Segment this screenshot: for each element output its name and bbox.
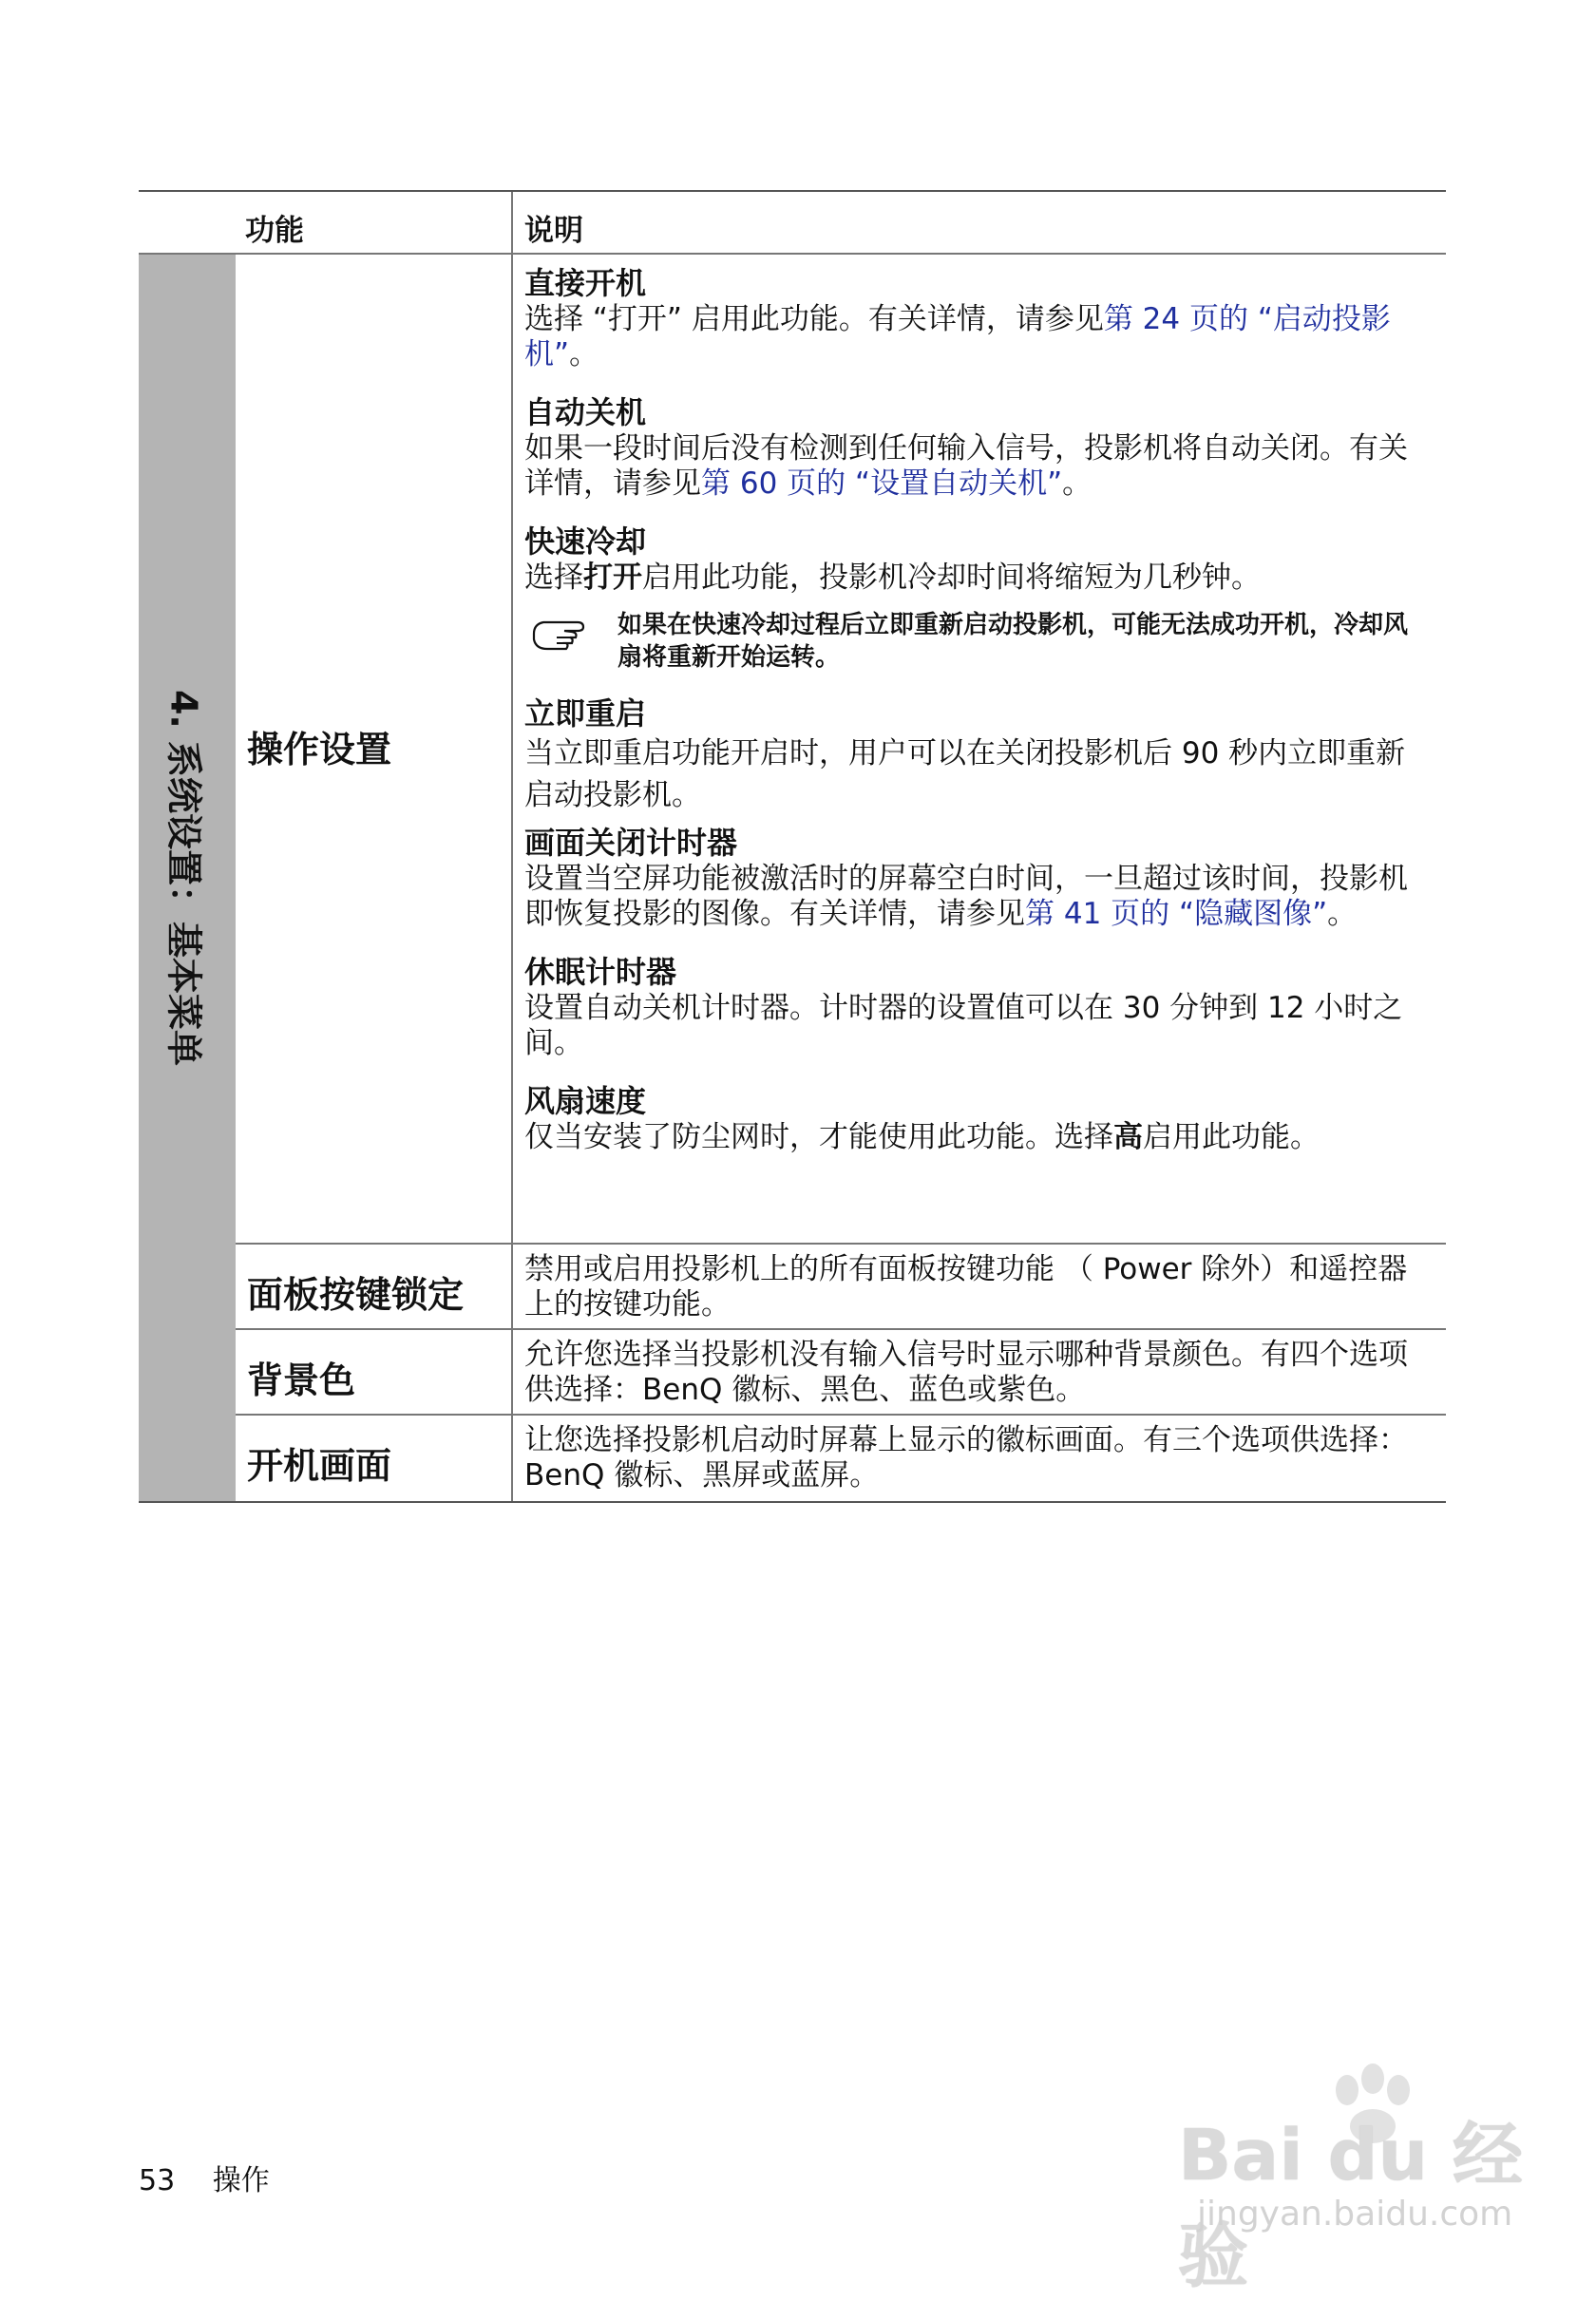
table-row-splash-screen [236, 1414, 1446, 1503]
bold-option: 高 [1113, 1120, 1143, 1154]
item-direct-power-on [524, 264, 1427, 372]
function-name: 操作设置 [247, 729, 392, 770]
watermark-brand: Bai du 经验 [1178, 2115, 1523, 2297]
pointing-hand-icon [528, 611, 600, 653]
text-part: 如果一段时间后没有检测到任何输入信号，投影机将自动关闭。有关详情，请参见 [524, 431, 1408, 501]
watermark-url: jingyan.baidu.com [1197, 2195, 1513, 2234]
item-title: 快速冷却 [524, 523, 647, 560]
text-part: 选择 [524, 561, 583, 595]
page-link[interactable]: 第 60 页的 “设置自动关机” [701, 466, 1063, 501]
description-cell [524, 1423, 1427, 1493]
text-part: 设置当空屏功能被激活时的屏幕空白时间，一旦超过该时间，投影机即恢复投影的图像。有关详情，请参见 [524, 862, 1408, 931]
page-number: 53 [139, 2164, 176, 2197]
item-auto-power-off [524, 393, 1427, 502]
chapter-band [139, 255, 236, 1501]
function-name: 开机画面 [247, 1445, 392, 1487]
bold-option: 打开 [583, 561, 642, 595]
item-text: 设置自动关机计时器。计时器的设置值可以在 30 分钟到 12 小时之间。 [524, 991, 1403, 1060]
header-divider [511, 192, 513, 253]
note-box [524, 609, 1427, 674]
item-blank-timer [524, 824, 1427, 932]
baidu-watermark [1178, 2062, 1558, 2297]
text-part: 启用此功能。 [1143, 1120, 1320, 1154]
item-text [524, 302, 1427, 372]
item-title: 直接开机 [524, 265, 647, 301]
item-sleep-timer [524, 953, 1427, 1061]
item-text: 当立即重启功能开启时，用户可以在关闭投影机后 90 秒内立即重新启动投影机。 [524, 736, 1406, 812]
item-text: 让您选择投影机启动时屏幕上显示的徽标画面。有三个选项供选择：BenQ 徽标、黑屏或蓝屏。 [524, 1423, 1408, 1493]
function-column-header: 功能 [245, 214, 304, 248]
item-text [524, 431, 1427, 502]
page-link[interactable]: 第 24 页的 “启动投影机” [524, 302, 1391, 371]
text-part: 选择 “打开” 启用此功能。有关详情，请参见 [524, 302, 1104, 336]
table-row-operation-settings [236, 255, 1446, 1243]
text-part: 。 [1327, 897, 1358, 931]
description-cell [524, 1338, 1427, 1408]
page-link[interactable]: 第 41 页的 “隐藏图像” [1025, 897, 1328, 931]
function-name: 背景色 [247, 1360, 356, 1401]
description-cell [524, 1252, 1427, 1322]
table-header [139, 192, 1446, 255]
text-part: 启用此功能，投影机冷却时间将缩短为几秒钟。 [642, 561, 1261, 595]
item-text [524, 561, 1427, 596]
item-text: 禁用或启用投影机上的所有面板按键功能 （ Power 除外）和遥控器上的按键功能。 [524, 1252, 1408, 1322]
description-column-header: 说明 [524, 214, 583, 248]
text-part: 。 [569, 337, 599, 371]
settings-table [139, 190, 1446, 1503]
item-text [524, 1120, 1427, 1155]
note-text: 如果在快速冷却过程后立即重新启动投影机，可能无法成功开机，冷却风扇将重新开始运转。 [618, 611, 1409, 672]
text-part: 。 [1062, 466, 1092, 501]
item-quick-cooling [524, 523, 1427, 596]
item-title: 立即重启 [524, 695, 647, 732]
item-title: 画面关闭计时器 [524, 825, 738, 861]
item-title: 风扇速度 [524, 1083, 647, 1119]
item-fan-speed [524, 1082, 1427, 1155]
item-instant-restart [524, 694, 1427, 816]
description-cell [524, 264, 1427, 1155]
item-title: 休眠计时器 [524, 954, 677, 990]
item-title: 自动关机 [524, 394, 647, 430]
text-part: 仅当安装了防尘网时，才能使用此功能。选择 [524, 1120, 1113, 1154]
function-name: 面板按键锁定 [247, 1274, 465, 1316]
item-text: 允许您选择当投影机没有输入信号时显示哪种背景颜色。有四个选项供选择：BenQ 徽标、黑色、蓝色或紫色。 [524, 1338, 1408, 1407]
table-row-background-color [236, 1328, 1446, 1416]
page-footer [139, 2157, 270, 2198]
chapter-label: 4. 系统设置：基本菜单 [162, 689, 205, 1067]
table-body [139, 255, 1446, 1501]
item-text [524, 862, 1427, 932]
footer-section: 操作 [212, 2164, 270, 2197]
table-row-panel-key-lock [236, 1243, 1446, 1330]
